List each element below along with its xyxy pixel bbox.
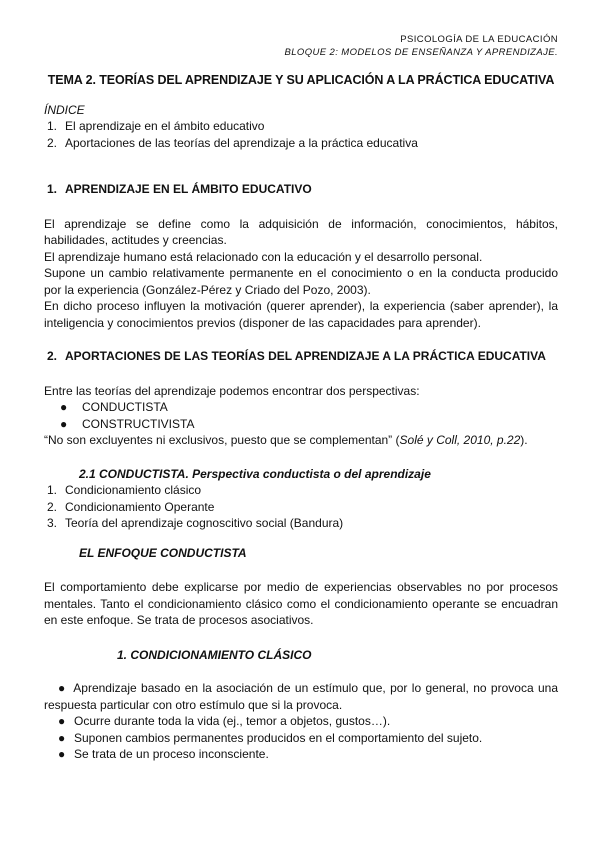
list-item-text: Se trata de un proceso inconsciente. [74, 747, 269, 761]
list-item-text: Condicionamiento clásico [65, 483, 202, 497]
list-item [44, 730, 558, 747]
perspective-label: CONSTRUCTIVISTA [82, 416, 195, 431]
list-item-text: Aprendizaje basado en la asociación de un estímulo que, por lo general, no provoca una respuesta particular con otro estímulo que si la provoca. [44, 681, 558, 712]
index-item-number: 1. [47, 119, 58, 133]
list-item [44, 482, 558, 499]
clasico-list [44, 680, 558, 763]
quote-text: “No son excluyentes ni exclusivos, puesto que se complementan” ( [44, 433, 400, 447]
perspectives-list [44, 399, 558, 432]
list-item-text: Suponen cambios permanentes producidos en el comportamiento del sujeto. [74, 730, 483, 745]
bullet-icon: ● [58, 714, 66, 728]
list-item [44, 399, 558, 416]
list-item [44, 515, 558, 532]
section-1-heading [44, 181, 558, 198]
index-item [44, 135, 558, 152]
section-2-body [44, 383, 558, 449]
list-item [44, 499, 558, 516]
bullet-icon: ● [60, 416, 68, 431]
list-item [44, 746, 558, 763]
section-1-paragraph: El aprendizaje se define como la adquisición de información, conocimientos, hábitos, habilidades, actitudes y creencias. [44, 216, 558, 247]
section-1-paragraph: El aprendizaje humano está relacionado con la educación y el desarrollo personal. [44, 249, 483, 264]
bullet-icon: ● [58, 730, 66, 745]
section-1-body [44, 216, 558, 332]
bullet-icon: ● [58, 681, 67, 695]
section-1-paragraph: En dicho proceso influyen la motivación (querer aprender), la experiencia (saber aprender), la inteligencia y conocimientos previos (disponer de las capacidades para aprender). [44, 299, 558, 330]
quote [44, 432, 558, 449]
page-header [44, 34, 558, 59]
index-list [44, 118, 558, 151]
index-item-number: 2. [47, 135, 58, 150]
list-item-text: Teoría del aprendizaje cognoscitivo social (Bandura) [65, 516, 344, 530]
quote-reference: Solé y Coll, 2010, p.22 [399, 433, 521, 447]
document-title: TEMA 2. TEORÍAS DEL APRENDIZAJE Y SU APLICACIÓN A LA PRÁCTICA EDUCATIVA [47, 73, 555, 87]
clasico-heading: 1. CONDICIONAMIENTO CLÁSICO [117, 647, 312, 662]
perspective-label: CONDUCTISTA [82, 400, 168, 414]
section-2-number: 2. [47, 349, 58, 363]
section-1-title: APRENDIZAJE EN EL ÁMBITO EDUCATIVO [65, 182, 312, 196]
list-item [44, 713, 558, 730]
quote-end: ). [520, 433, 528, 447]
conductismo-list [44, 482, 558, 532]
list-item-number: 2. [47, 499, 58, 514]
enfoque-heading: EL ENFOQUE CONDUCTISTA [79, 545, 247, 560]
index-item-text: Aportaciones de las teorías del aprendizaje a la práctica educativa [65, 135, 418, 150]
list-item [44, 416, 558, 433]
index-item [44, 118, 558, 135]
header-block: BLOQUE 2: MODELOS DE ENSEÑANZA Y APRENDIZAJE. [284, 46, 558, 58]
list-item-number: 3. [47, 516, 58, 530]
bullet-icon: ● [60, 400, 68, 414]
index-item-text: El aprendizaje en el ámbito educativo [65, 119, 265, 133]
list-item [44, 680, 558, 713]
list-item-text: Ocurre durante toda la vida (ej., temor a objetos, gustos…). [74, 714, 391, 728]
header-subject: PSICOLOGÍA DE LA EDUCACIÓN [400, 34, 558, 45]
document-page [44, 34, 558, 763]
bullet-icon: ● [58, 747, 66, 761]
section-1-number: 1. [47, 182, 58, 196]
list-item-text: Condicionamiento Operante [65, 499, 215, 514]
enfoque-paragraph: El comportamiento debe explicarse por medio de experiencias observables no por procesos mentales. Tanto el condicionamiento clásico como el condicionamiento operante se encuadran en este enfoque. Se trata de procesos asociativos. [44, 580, 558, 627]
list-item-number: 1. [47, 483, 58, 497]
section-1-paragraph: Supone un cambio relativamente permanente en el conocimiento o en la conducta producido por la experiencia (González-Pérez y Criado del Pozo, 2003). [44, 266, 558, 297]
subsection-2-1-heading: 2.1 CONDUCTISTA. Perspectiva conductista o del aprendizaje [79, 466, 431, 481]
section-2-title: APORTACIONES DE LAS TEORÍAS DEL APRENDIZAJE A LA PRÁCTICA EDUCATIVA [65, 349, 546, 363]
index-heading: ÍNDICE [44, 102, 85, 117]
section-2-heading [44, 348, 558, 365]
section-2-intro: Entre las teorías del aprendizaje podemos encontrar dos perspectivas: [44, 383, 420, 398]
